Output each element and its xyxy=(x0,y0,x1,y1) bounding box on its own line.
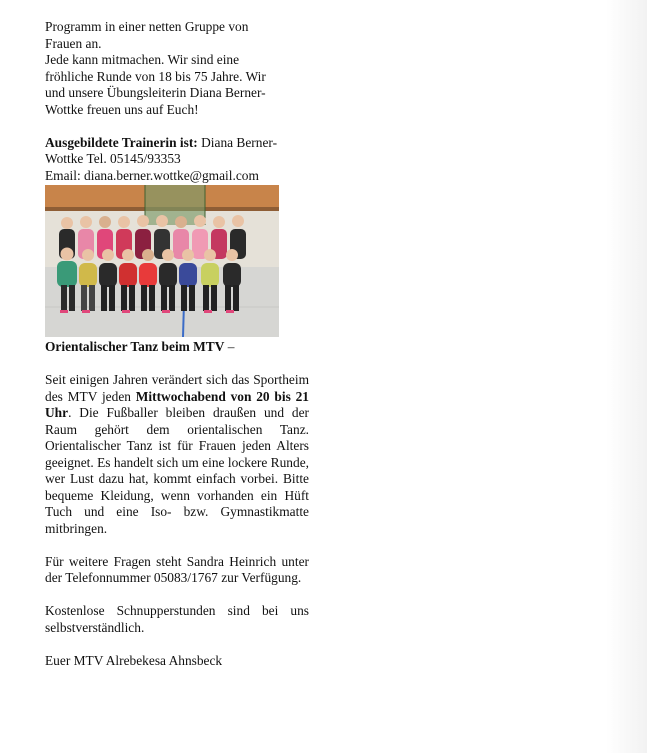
join-line: und unsere Übungsleiterin Diana Berner- xyxy=(45,85,266,100)
page-edge-shadow xyxy=(606,0,647,753)
free-trial-paragraph: Kostenlose Schnupperstunden sind bei uns selbstverständlich. xyxy=(45,603,309,635)
intro-line: Frauen an. xyxy=(45,35,102,51)
trainer-name: Diana Berner- xyxy=(201,134,278,150)
group-photo xyxy=(45,185,279,337)
trainer-label: Ausgebildete Trainerin ist: xyxy=(45,134,198,150)
group-photo-image xyxy=(45,185,279,337)
section-title-text: Orientalischer Tanz beim MTV xyxy=(45,339,225,354)
section-title-dash: – xyxy=(227,339,235,354)
join-line: Jede kann mitmachen. Wir sind eine xyxy=(45,52,240,67)
body-text-part1: Seit einigen Jahren verändert sich das Sportheim des MTV jeden xyxy=(45,372,309,404)
join-line: Wottke freuen uns auf Euch! xyxy=(45,101,199,117)
body-text-bold: Mittwochabend von 20 bis 21 Uhr xyxy=(45,388,309,420)
contact-paragraph: Für weitere Fragen steht Sandra Heinrich unter der Telefonnummer 05083/1767 zur Verfügung. xyxy=(45,553,309,585)
body-text-part2: . Die Fußballer bleiben draußen und der Raum gehört dem orientalischen Tanz. Orientalischer Tanz ist für Frauen jeden Alters geeignet. Es handelt sich um eine lockere Runde, wer Lust dazu hat, kommt einfach vorbei. Bitte bequeme Kleidung, wenn vorhanden ein Hüft Tuch und eine Iso- bzw. Gymnastikmatte mitbringen. xyxy=(45,405,309,536)
signature: Euer MTV Alrebekesa Ahnsbeck xyxy=(45,652,223,668)
trainer-info xyxy=(45,135,309,152)
join-line: fröhliche Runde von 18 bis 75 Jahre. Wir xyxy=(45,68,266,84)
trainer-email: Email: diana.berner.wottke@gmail.com xyxy=(45,167,259,183)
section-title xyxy=(45,339,309,356)
body-paragraph xyxy=(45,372,309,537)
document-column xyxy=(45,19,309,669)
intro-line: Programm in einer netten Gruppe von xyxy=(45,19,249,34)
trainer-phone: Wottke Tel. 05145/93353 xyxy=(45,151,181,166)
